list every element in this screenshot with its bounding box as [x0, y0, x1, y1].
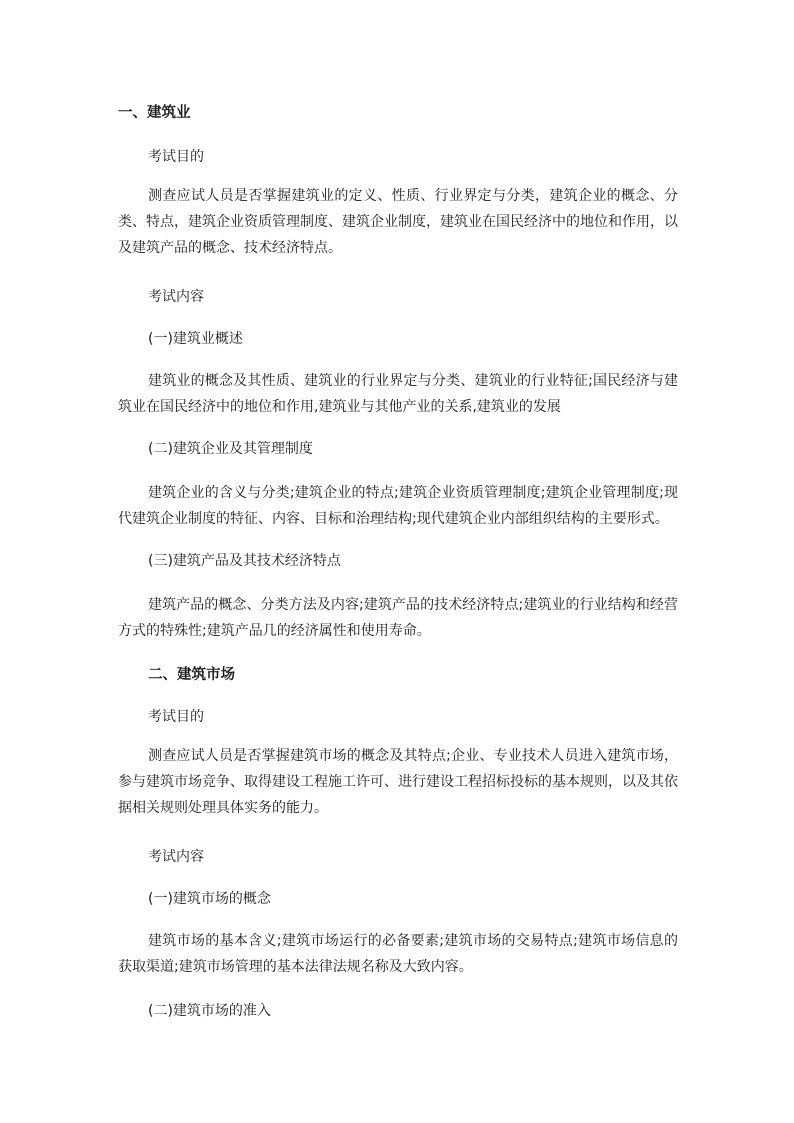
section-2-purpose-text: 测查应试人员是否掌握建筑市场的概念及其特点;企业、专业技术人员进入建筑市场，参与建筑市场竞争、取得建设工程施工许可、进行建设工程招标投标的基本规则，以及其依据相关规则处理具体实务的能力。	[118, 748, 678, 816]
section-1-item-2-text: 建筑企业的含义与分类;建筑企业的特点;建筑企业资质管理制度;建筑企业管理制度;现代建筑企业制度的特征、内容、目标和治理结构;现代建筑企业内部组织结构的主要形式。	[118, 485, 678, 527]
section-1-purpose-text: 测查应试人员是否掌握建筑业的定义、性质、行业界定与分类，建筑企业的概念、分类、特点，建筑企业资质管理制度、建筑企业制度，建筑业在国民经济中的地位和作用，以及建筑产品的概念、技术经济特点。	[118, 188, 678, 256]
section-1-purpose-label: 考试目的	[148, 149, 204, 165]
section-2-purpose-label: 考试目的	[148, 709, 204, 725]
section-2-item-1-title: (一)建筑市场的概念	[148, 891, 271, 907]
section-1-item-2-title: (二)建筑企业及其管理制度	[148, 441, 313, 457]
section-1-item-1-text: 建筑业的概念及其性质、建筑业的行业界定与分类、建筑业的行业特征;国民经济与建筑业在国民经济中的地位和作用,建筑业与其他产业的关系,建筑业的发展	[118, 373, 678, 415]
section-1-item-3-title: (三)建筑产品及其技术经济特点	[148, 553, 341, 569]
section-2-item-1-text: 建筑市场的基本含义;建筑市场运行的必备要素;建筑市场的交易特点;建筑市场信息的获取渠道;建筑市场管理的基本法律法规名称及大致内容。	[118, 933, 678, 975]
section-2-content-label: 考试内容	[148, 849, 204, 865]
section-2-item-2-title: (二)建筑市场的准入	[148, 1003, 271, 1019]
section-1-item-1-title: (一)建筑业概述	[148, 331, 243, 347]
section-1-item-3-text: 建筑产品的概念、分类方法及内容;建筑产品的技术经济特点;建筑业的行业结构和经营方式的特殊性;建筑产品几的经济属性和使用寿命。	[118, 597, 678, 639]
section-1-content-label: 考试内容	[148, 289, 204, 305]
section-1-heading: 一、建筑业	[118, 105, 191, 121]
section-2-heading: 二、建筑市场	[148, 667, 235, 683]
